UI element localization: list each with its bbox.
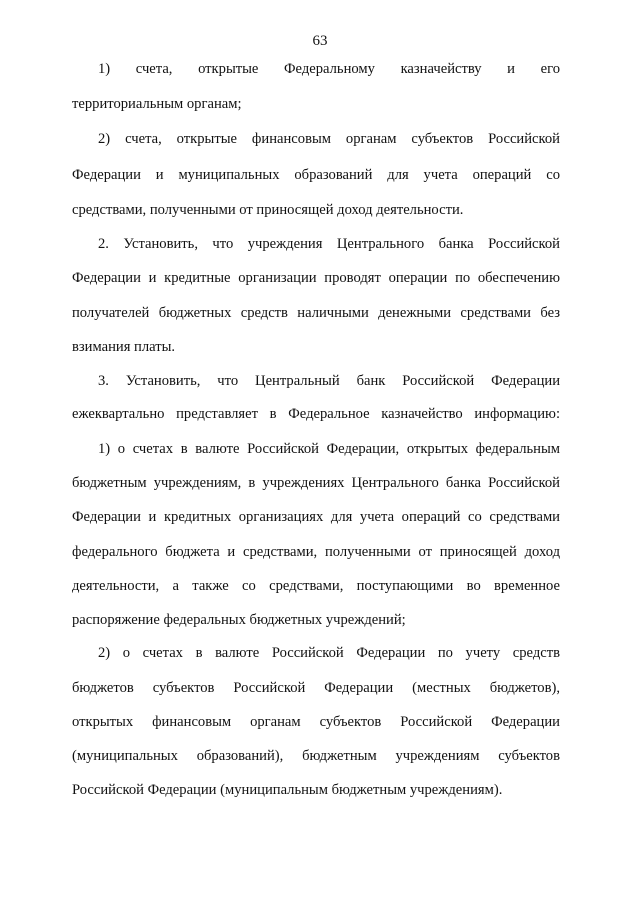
text-line: территориальным органам; bbox=[72, 96, 242, 112]
text-line: Федерации и муниципальных образований для учета операций со bbox=[72, 167, 560, 183]
text-line: распоряжение федеральных бюджетных учреждений; bbox=[72, 612, 406, 628]
text-line: федерального бюджета и средствами, полученными от приносящей доход bbox=[72, 544, 560, 560]
text-line: взимания платы. bbox=[72, 339, 176, 355]
text-line: средствами, полученными от приносящей доход деятельности. bbox=[72, 202, 464, 218]
text-line: деятельности, а также со средствами, поступающими во временное bbox=[72, 578, 560, 594]
text-line: 1) счета, открытые Федеральному казначейству и его bbox=[98, 61, 560, 77]
text-line: 2. Установить, что учреждения Центрального банка Российской bbox=[98, 236, 560, 252]
page-number: 63 bbox=[312, 33, 328, 49]
text-line: 2) о счетах в валюте Российской Федерации по учету средств bbox=[98, 645, 560, 661]
text-line: Российской Федерации (муниципальным бюджетным учреждениям). bbox=[72, 782, 503, 798]
text-line: Федерации и кредитных организациях для учета операций со средствами bbox=[72, 509, 560, 525]
text-line: Федерации и кредитные организации проводят операции по обеспечению bbox=[72, 270, 560, 286]
text-line: открытых финансовым органам субъектов Российской Федерации bbox=[72, 714, 560, 730]
text-line: получателей бюджетных средств наличными денежными средствами без bbox=[72, 305, 560, 321]
text-line: бюджетным учреждениям, в учреждениях Центрального банка Российской bbox=[72, 475, 560, 491]
text-line: 2) счета, открытые финансовым органам субъектов Российской bbox=[98, 131, 560, 147]
text-line: бюджетов субъектов Российской Федерации (местных бюджетов), bbox=[72, 680, 560, 696]
text-line: ежеквартально представляет в Федеральное казначейство информацию: bbox=[72, 406, 560, 422]
text-line: (муниципальных образований), бюджетным учреждениям субъектов bbox=[72, 748, 560, 764]
text-line: 3. Установить, что Центральный банк Российской Федерации bbox=[98, 373, 560, 389]
text-line: 1) о счетах в валюте Российской Федерации, открытых федеральным bbox=[98, 441, 560, 457]
